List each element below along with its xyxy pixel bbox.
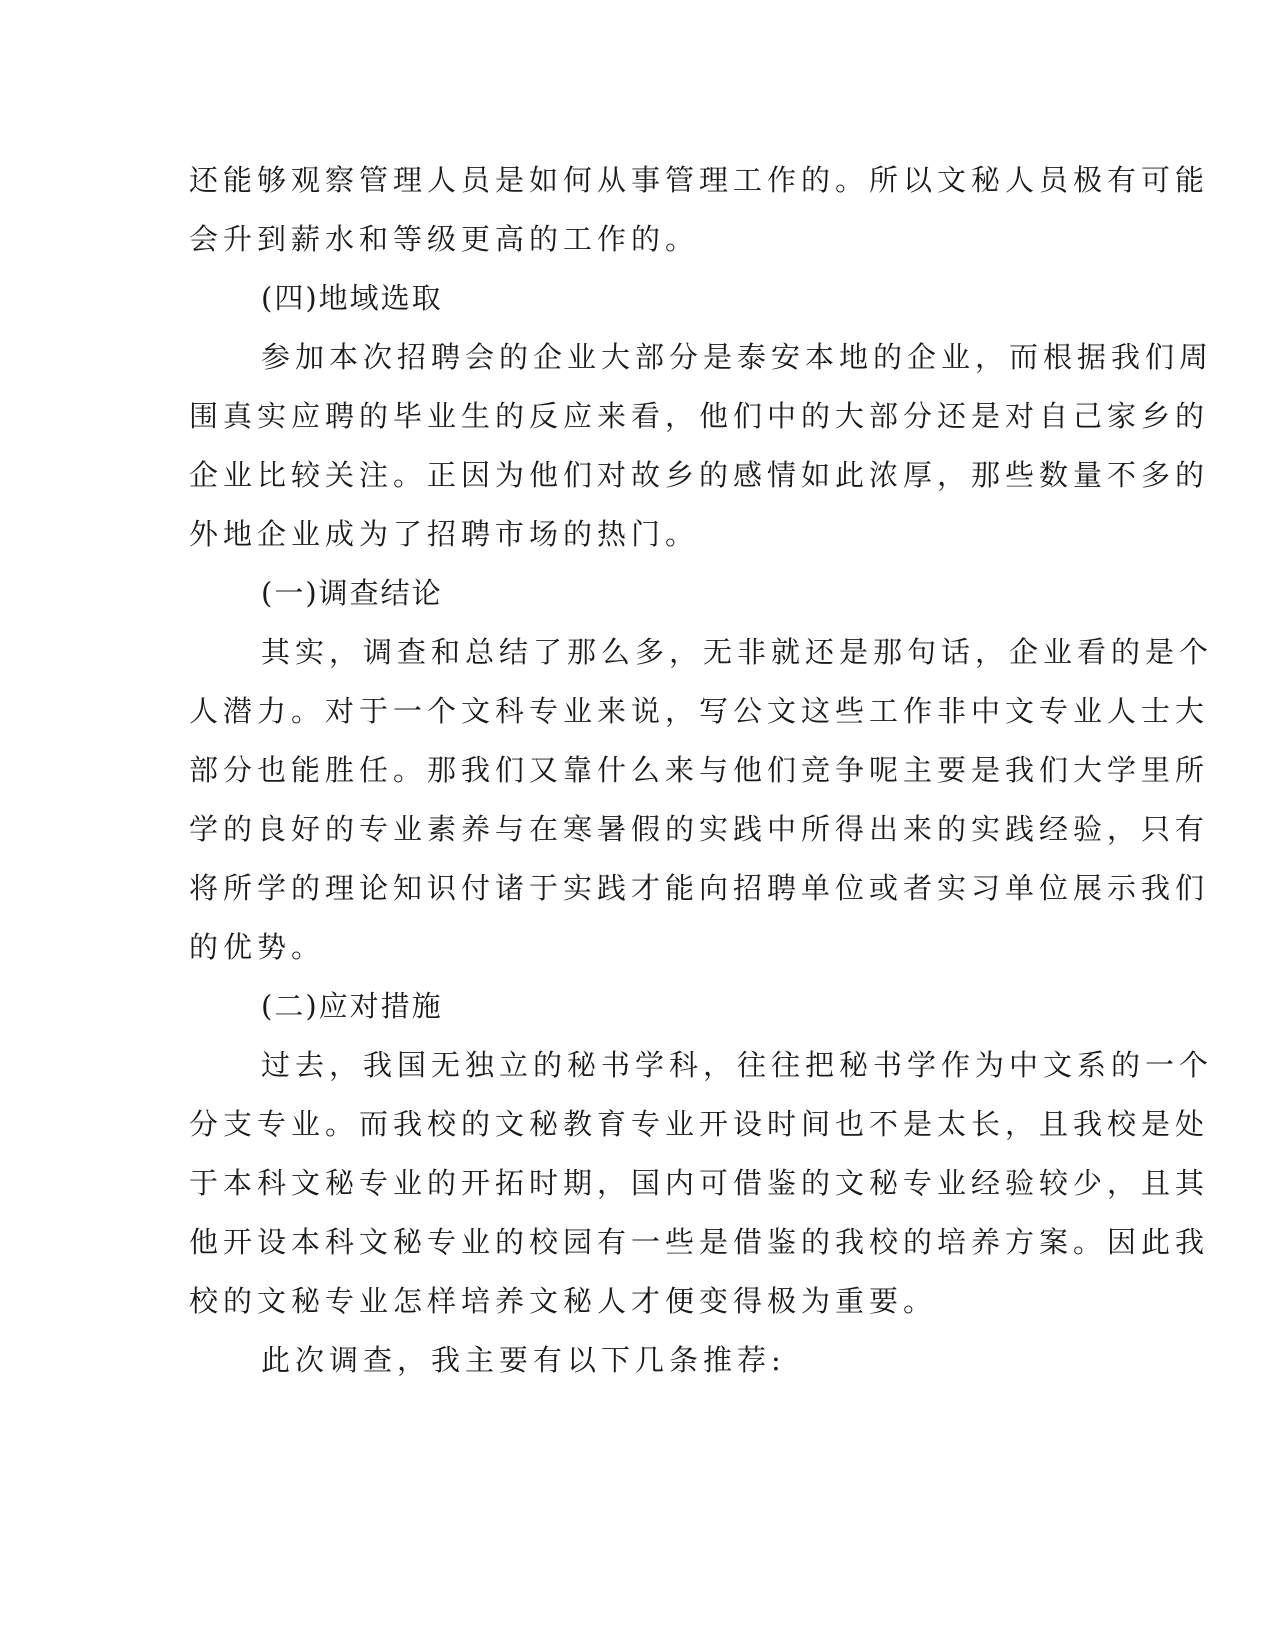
paragraph-line: 过去，我国无独立的秘书学科，往往把秘书学作为中文系的一个 <box>261 1048 1214 1082</box>
paragraph-line: 将所学的理论知识付诸于实践才能向招聘单位或者实习单位展示我们 <box>189 871 1210 905</box>
paragraph-line: 校的文秘专业怎样培养文秘人才便变得极为重要。 <box>189 1284 938 1318</box>
paragraph-line: 企业比较关注。正因为他们对故乡的感情如此浓厚，那些数量不多的 <box>189 458 1210 492</box>
section-heading-conclusion: (一)调查结论 <box>261 576 443 610</box>
paragraph-line: 人潜力。对于一个文科专业来说，写公文这些工作非中文专业人士大 <box>189 694 1210 728</box>
section-heading-region: (四)地域选取 <box>261 281 443 315</box>
paragraph-line: 参加本次招聘会的企业大部分是泰安本地的企业，而根据我们周 <box>261 340 1214 374</box>
paragraph-line: 围真实应聘的毕业生的反应来看，他们中的大部分还是对自己家乡的 <box>189 399 1210 433</box>
paragraph-line: 外地企业成为了招聘市场的热门。 <box>189 517 700 551</box>
paragraph-line: 学的良好的专业素养与在寒暑假的实践中所得出来的实践经验，只有 <box>189 812 1210 846</box>
paragraph-line: 他开设本科文秘专业的校园有一些是借鉴的我校的培养方案。因此我 <box>189 1225 1210 1259</box>
paragraph-line: 其实，调查和总结了那么多，无非就还是那句话，企业看的是个 <box>261 635 1214 669</box>
section-heading-measures: (二)应对措施 <box>261 989 443 1023</box>
paragraph-line: 的优势。 <box>189 930 326 964</box>
paragraph-line: 会升到薪水和等级更高的工作的。 <box>189 222 700 256</box>
paragraph-line: 部分也能胜任。那我们又靠什么来与他们竞争呢主要是我们大学里所 <box>189 753 1210 787</box>
paragraph-line: 此次调查，我主要有以下几条推荐: <box>261 1343 786 1377</box>
paragraph-line: 分支专业。而我校的文秘教育专业开设时间也不是太长，且我校是处 <box>189 1107 1210 1141</box>
paragraph-line: 于本科文秘专业的开拓时期，国内可借鉴的文秘专业经验较少，且其 <box>189 1166 1210 1200</box>
paragraph-line: 还能够观察管理人员是如何从事管理工作的。所以文秘人员极有可能 <box>189 163 1210 197</box>
